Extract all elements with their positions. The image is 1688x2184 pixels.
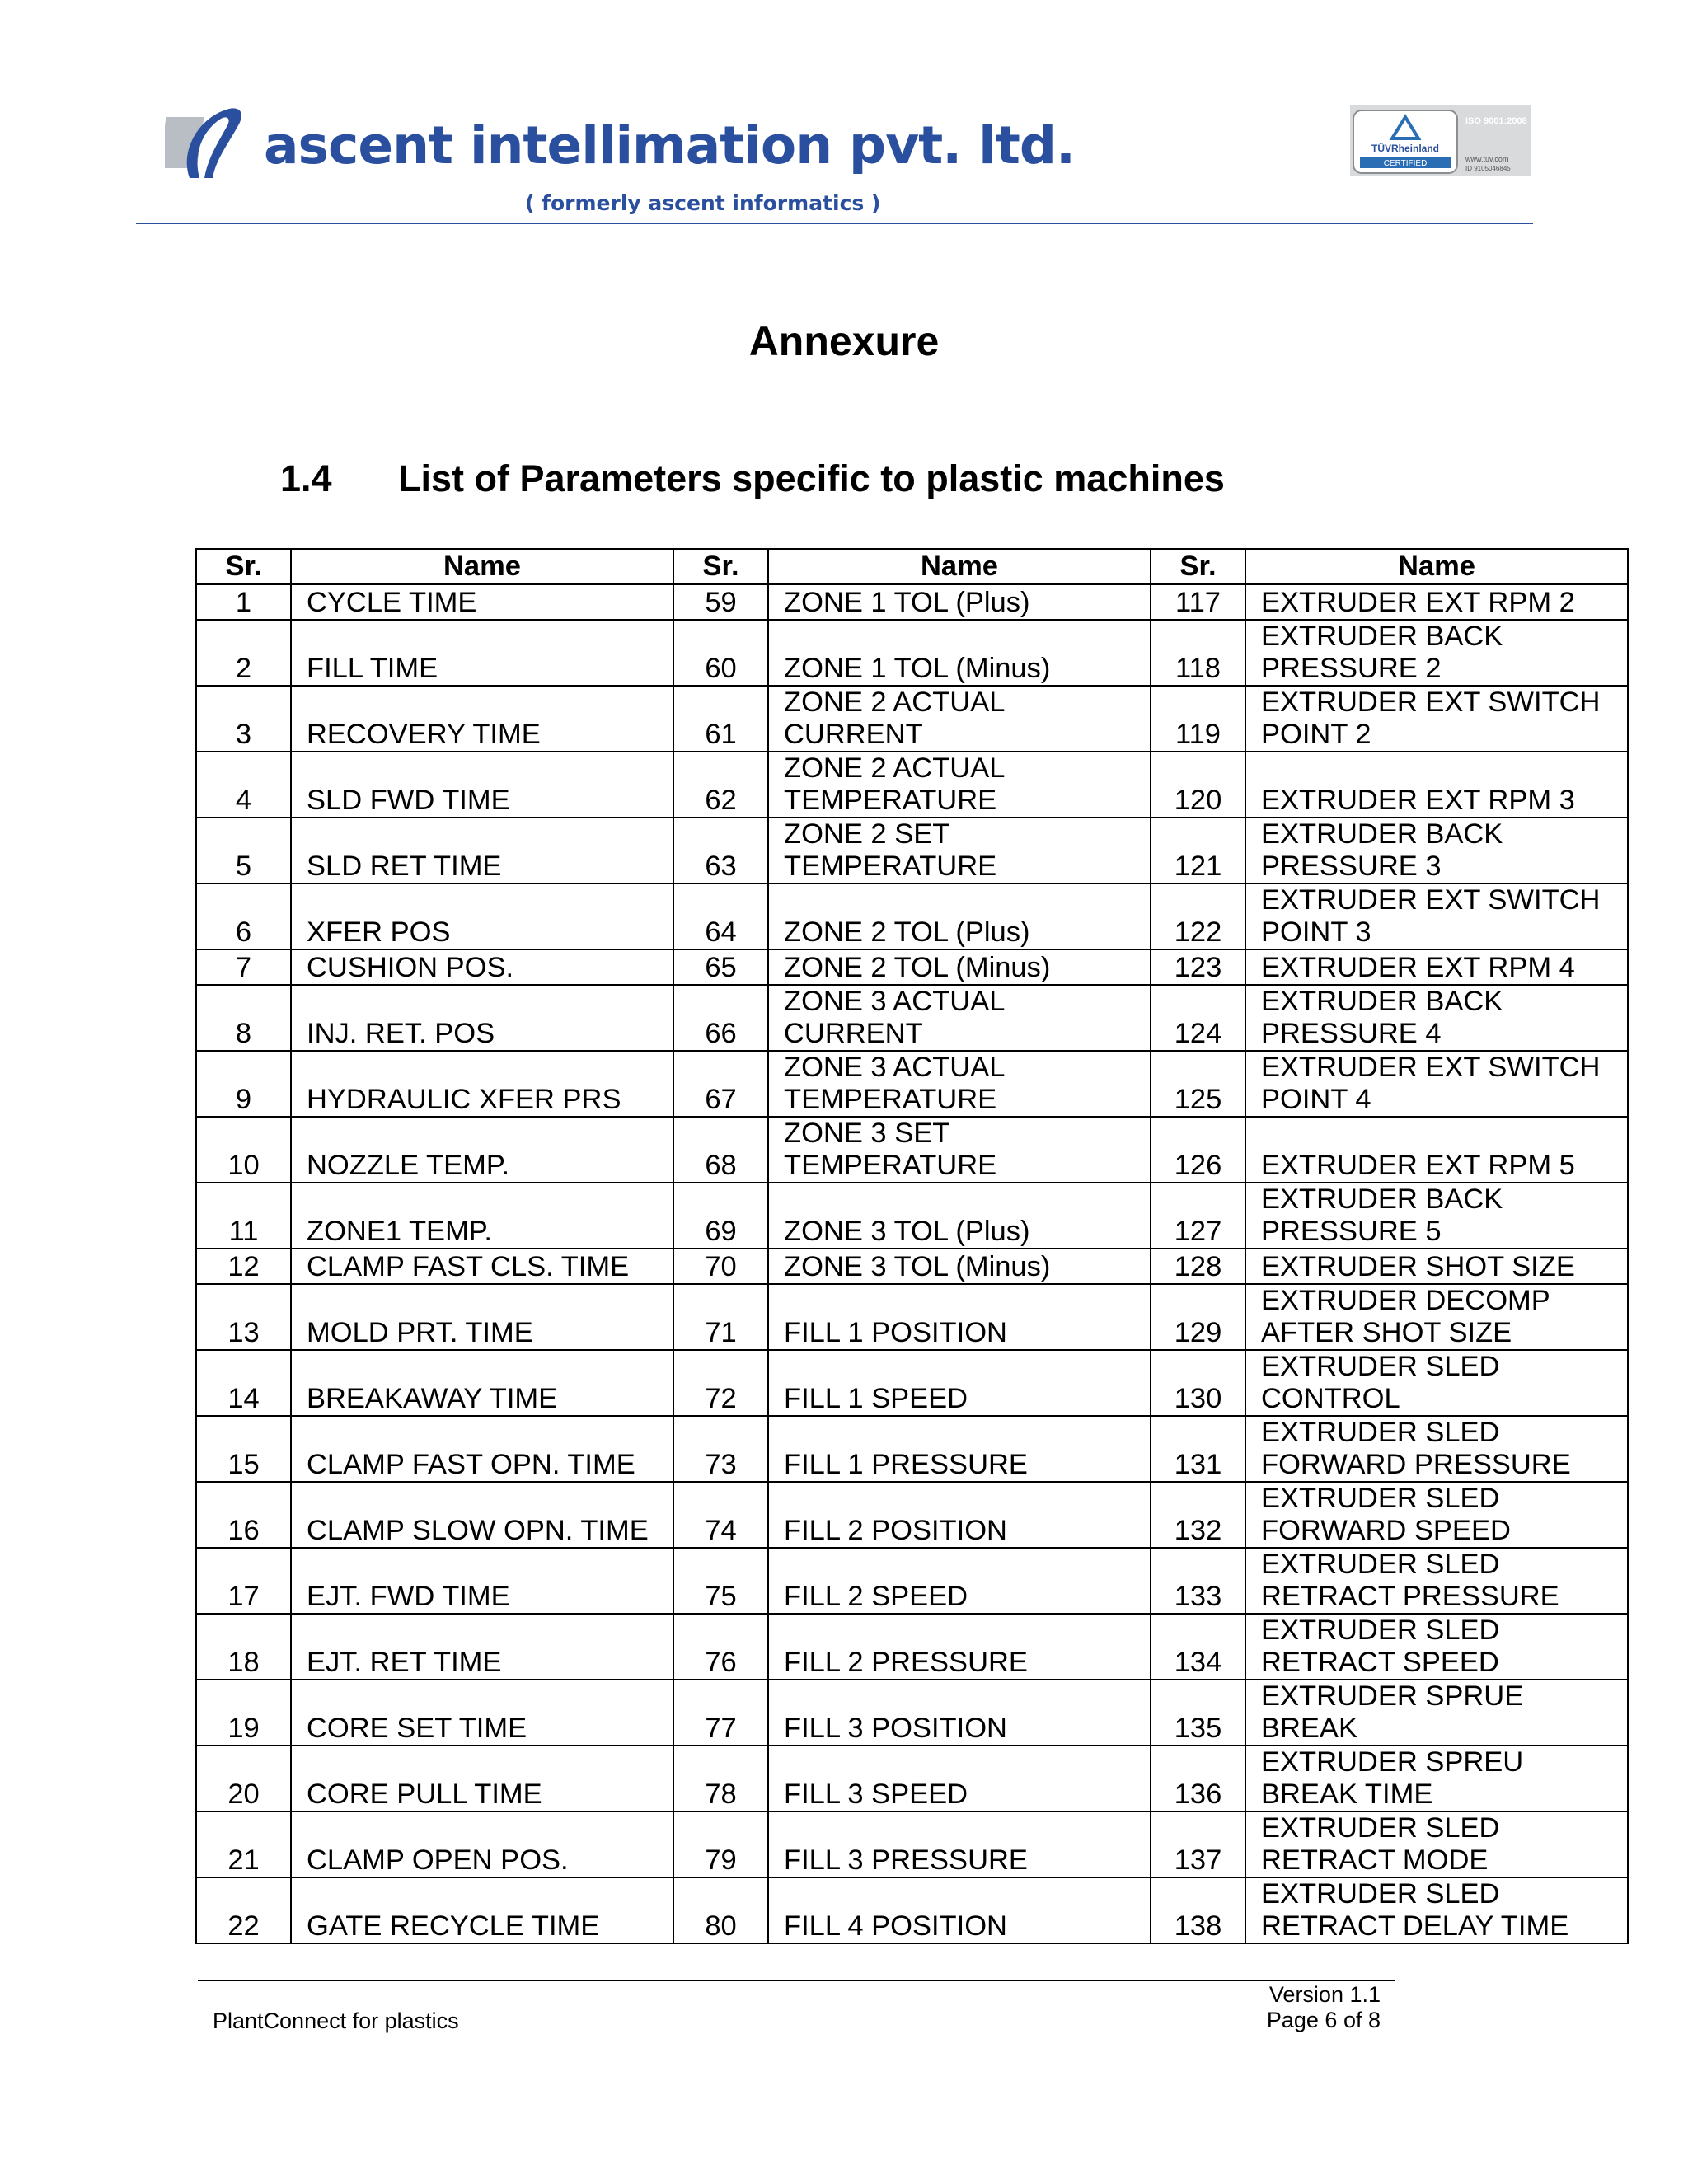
name-cell: FILL 2 PRESSURE bbox=[768, 1614, 1151, 1680]
sr-cell: 11 bbox=[196, 1183, 291, 1249]
name-cell: EXTRUDER EXT SWITCH POINT 4 bbox=[1245, 1051, 1628, 1117]
sr-cell: 9 bbox=[196, 1051, 291, 1117]
sr-cell: 65 bbox=[673, 949, 768, 985]
name-cell: EXTRUDER EXT RPM 2 bbox=[1245, 584, 1628, 620]
page-title: Annexure bbox=[748, 318, 940, 364]
sr-cell: 6 bbox=[196, 883, 291, 949]
name-cell: CYCLE TIME bbox=[291, 584, 673, 620]
name-cell: EXTRUDER EXT RPM 4 bbox=[1245, 949, 1628, 985]
name-cell: EXTRUDER SLED RETRACT SPEED bbox=[1245, 1614, 1628, 1680]
table-row bbox=[196, 1614, 1628, 1680]
sr-cell: 75 bbox=[673, 1548, 768, 1614]
cert-iso: ISO 9001:2008 bbox=[1465, 116, 1527, 126]
sr-cell: 18 bbox=[196, 1614, 291, 1680]
name-cell: CLAMP FAST OPN. TIME bbox=[291, 1416, 673, 1482]
name-cell: ZONE 2 TOL (Plus) bbox=[768, 883, 1151, 949]
name-cell: INJ. RET. POS bbox=[291, 985, 673, 1051]
footer-divider bbox=[198, 1980, 1395, 1981]
table-row bbox=[196, 1548, 1628, 1614]
column-header-name: Name bbox=[768, 549, 1151, 584]
sr-cell: 134 bbox=[1151, 1614, 1245, 1680]
name-cell: EXTRUDER SPREU BREAK TIME bbox=[1245, 1746, 1628, 1811]
sr-cell: 66 bbox=[673, 985, 768, 1051]
table-row bbox=[196, 985, 1628, 1051]
sr-cell: 17 bbox=[196, 1548, 291, 1614]
table-row bbox=[196, 883, 1628, 949]
sr-cell: 126 bbox=[1151, 1117, 1245, 1183]
parameters-table bbox=[195, 548, 1629, 1944]
table-row bbox=[196, 584, 1628, 620]
name-cell: CLAMP SLOW OPN. TIME bbox=[291, 1482, 673, 1548]
table-row bbox=[196, 1746, 1628, 1811]
name-cell: FILL 3 POSITION bbox=[768, 1680, 1151, 1746]
name-cell: SLD RET TIME bbox=[291, 818, 673, 883]
table-row bbox=[196, 686, 1628, 752]
sr-cell: 117 bbox=[1151, 584, 1245, 620]
sr-cell: 14 bbox=[196, 1350, 291, 1416]
table-row bbox=[196, 752, 1628, 818]
name-cell: EXTRUDER EXT SWITCH POINT 3 bbox=[1245, 883, 1628, 949]
sr-cell: 13 bbox=[196, 1284, 291, 1350]
sr-cell: 16 bbox=[196, 1482, 291, 1548]
sr-cell: 5 bbox=[196, 818, 291, 883]
sr-cell: 130 bbox=[1151, 1350, 1245, 1416]
sr-cell: 135 bbox=[1151, 1680, 1245, 1746]
table-row bbox=[196, 1249, 1628, 1284]
footer-page-number: Page 6 of 8 bbox=[1266, 2008, 1381, 2032]
name-cell: EXTRUDER SPRUE BREAK bbox=[1245, 1680, 1628, 1746]
name-cell: EXTRUDER DECOMP AFTER SHOT SIZE bbox=[1245, 1284, 1628, 1350]
name-cell: FILL 1 POSITION bbox=[768, 1284, 1151, 1350]
name-cell: EXTRUDER SLED CONTROL bbox=[1245, 1350, 1628, 1416]
sr-cell: 3 bbox=[196, 686, 291, 752]
name-cell: NOZZLE TEMP. bbox=[291, 1117, 673, 1183]
name-cell: FILL 4 POSITION bbox=[768, 1877, 1151, 1943]
table-row bbox=[196, 1877, 1628, 1943]
name-cell: XFER POS bbox=[291, 883, 673, 949]
name-cell: ZONE 1 TOL (Plus) bbox=[768, 584, 1151, 620]
sr-cell: 71 bbox=[673, 1284, 768, 1350]
name-cell: EXTRUDER EXT SWITCH POINT 2 bbox=[1245, 686, 1628, 752]
name-cell: EXTRUDER SLED RETRACT DELAY TIME bbox=[1245, 1877, 1628, 1943]
name-cell: ZONE 3 ACTUAL TEMPERATURE bbox=[768, 1051, 1151, 1117]
name-cell: EJT. FWD TIME bbox=[291, 1548, 673, 1614]
sr-cell: 15 bbox=[196, 1416, 291, 1482]
name-cell: ZONE 1 TOL (Minus) bbox=[768, 620, 1151, 686]
sr-cell: 1 bbox=[196, 584, 291, 620]
sr-cell: 120 bbox=[1151, 752, 1245, 818]
name-cell: FILL 1 SPEED bbox=[768, 1350, 1151, 1416]
sr-cell: 10 bbox=[196, 1117, 291, 1183]
name-cell: EXTRUDER BACK PRESSURE 2 bbox=[1245, 620, 1628, 686]
sr-cell: 131 bbox=[1151, 1416, 1245, 1482]
section-title: List of Parameters specific to plastic machines bbox=[398, 457, 1225, 499]
sr-cell: 127 bbox=[1151, 1183, 1245, 1249]
name-cell: EXTRUDER SLED RETRACT MODE bbox=[1245, 1811, 1628, 1877]
cert-id: ID 9105046845 bbox=[1465, 165, 1511, 172]
name-cell: CORE PULL TIME bbox=[291, 1746, 673, 1811]
name-cell: FILL 1 PRESSURE bbox=[768, 1416, 1151, 1482]
table-header-row bbox=[196, 549, 1628, 584]
sr-cell: 7 bbox=[196, 949, 291, 985]
sr-cell: 73 bbox=[673, 1416, 768, 1482]
section-heading bbox=[280, 457, 1225, 500]
sr-cell: 76 bbox=[673, 1614, 768, 1680]
sr-cell: 69 bbox=[673, 1183, 768, 1249]
name-cell: ZONE 3 TOL (Minus) bbox=[768, 1249, 1151, 1284]
column-header-name: Name bbox=[1245, 549, 1628, 584]
table-row bbox=[196, 1183, 1628, 1249]
name-cell: ZONE 2 SET TEMPERATURE bbox=[768, 818, 1151, 883]
sr-cell: 62 bbox=[673, 752, 768, 818]
sr-cell: 74 bbox=[673, 1482, 768, 1548]
name-cell: CLAMP OPEN POS. bbox=[291, 1811, 673, 1877]
table-row bbox=[196, 1284, 1628, 1350]
sr-cell: 4 bbox=[196, 752, 291, 818]
table-row bbox=[196, 1482, 1628, 1548]
name-cell: ZONE 3 ACTUAL CURRENT bbox=[768, 985, 1151, 1051]
cert-url: www.tuv.com bbox=[1465, 155, 1509, 163]
cert-brand: TÜVRheinland bbox=[1371, 143, 1440, 154]
table-row bbox=[196, 818, 1628, 883]
name-cell: ZONE 2 ACTUAL CURRENT bbox=[768, 686, 1151, 752]
table-row bbox=[196, 949, 1628, 985]
sr-cell: 19 bbox=[196, 1680, 291, 1746]
section-number: 1.4 bbox=[280, 457, 332, 499]
name-cell: ZONE 3 SET TEMPERATURE bbox=[768, 1117, 1151, 1183]
name-cell: FILL 2 POSITION bbox=[768, 1482, 1151, 1548]
company-logo-icon bbox=[165, 102, 247, 185]
column-header-name: Name bbox=[291, 549, 673, 584]
name-cell: RECOVERY TIME bbox=[291, 686, 673, 752]
sr-cell: 119 bbox=[1151, 686, 1245, 752]
sr-cell: 118 bbox=[1151, 620, 1245, 686]
name-cell: ZONE1 TEMP. bbox=[291, 1183, 673, 1249]
sr-cell: 129 bbox=[1151, 1284, 1245, 1350]
name-cell: EXTRUDER EXT RPM 3 bbox=[1245, 752, 1628, 818]
header-divider bbox=[136, 223, 1533, 224]
sr-cell: 138 bbox=[1151, 1877, 1245, 1943]
sr-cell: 79 bbox=[673, 1811, 768, 1877]
column-header-sr: Sr. bbox=[196, 549, 291, 584]
sr-cell: 22 bbox=[196, 1877, 291, 1943]
name-cell: CUSHION POS. bbox=[291, 949, 673, 985]
sr-cell: 121 bbox=[1151, 818, 1245, 883]
name-cell: MOLD PRT. TIME bbox=[291, 1284, 673, 1350]
name-cell: ZONE 3 TOL (Plus) bbox=[768, 1183, 1151, 1249]
name-cell: EXTRUDER SHOT SIZE bbox=[1245, 1249, 1628, 1284]
sr-cell: 12 bbox=[196, 1249, 291, 1284]
sr-cell: 78 bbox=[673, 1746, 768, 1811]
name-cell: EXTRUDER EXT RPM 5 bbox=[1245, 1117, 1628, 1183]
sr-cell: 72 bbox=[673, 1350, 768, 1416]
sr-cell: 20 bbox=[196, 1746, 291, 1811]
name-cell: EXTRUDER SLED RETRACT PRESSURE bbox=[1245, 1548, 1628, 1614]
name-cell: FILL 2 SPEED bbox=[768, 1548, 1151, 1614]
sr-cell: 124 bbox=[1151, 985, 1245, 1051]
sr-cell: 128 bbox=[1151, 1249, 1245, 1284]
sr-cell: 136 bbox=[1151, 1746, 1245, 1811]
table-row bbox=[196, 1416, 1628, 1482]
tuv-certification-badge bbox=[1350, 105, 1531, 176]
sr-cell: 123 bbox=[1151, 949, 1245, 985]
sr-cell: 67 bbox=[673, 1051, 768, 1117]
name-cell: FILL TIME bbox=[291, 620, 673, 686]
name-cell: CORE SET TIME bbox=[291, 1680, 673, 1746]
name-cell: ZONE 2 ACTUAL TEMPERATURE bbox=[768, 752, 1151, 818]
name-cell: GATE RECYCLE TIME bbox=[291, 1877, 673, 1943]
name-cell: EXTRUDER SLED FORWARD SPEED bbox=[1245, 1482, 1628, 1548]
cert-label: CERTIFIED bbox=[1383, 159, 1428, 168]
sr-cell: 60 bbox=[673, 620, 768, 686]
table-row bbox=[196, 620, 1628, 686]
sr-cell: 137 bbox=[1151, 1811, 1245, 1877]
sr-cell: 64 bbox=[673, 883, 768, 949]
sr-cell: 21 bbox=[196, 1811, 291, 1877]
name-cell: FILL 3 PRESSURE bbox=[768, 1811, 1151, 1877]
name-cell: EXTRUDER BACK PRESSURE 4 bbox=[1245, 985, 1628, 1051]
company-former-name: ( formerly ascent informatics ) bbox=[525, 191, 881, 215]
name-cell: BREAKAWAY TIME bbox=[291, 1350, 673, 1416]
name-cell: EXTRUDER BACK PRESSURE 5 bbox=[1245, 1183, 1628, 1249]
sr-cell: 122 bbox=[1151, 883, 1245, 949]
name-cell: FILL 3 SPEED bbox=[768, 1746, 1151, 1811]
company-name: ascent intellimation pvt. ltd. bbox=[264, 115, 1075, 176]
column-header-sr: Sr. bbox=[673, 549, 768, 584]
footer-product: PlantConnect for plastics bbox=[213, 2008, 459, 2033]
table-row bbox=[196, 1051, 1628, 1117]
name-cell: EXTRUDER SLED FORWARD PRESSURE bbox=[1245, 1416, 1628, 1482]
name-cell: CLAMP FAST CLS. TIME bbox=[291, 1249, 673, 1284]
sr-cell: 132 bbox=[1151, 1482, 1245, 1548]
table-row bbox=[196, 1117, 1628, 1183]
table-row bbox=[196, 1350, 1628, 1416]
sr-cell: 63 bbox=[673, 818, 768, 883]
name-cell: EXTRUDER BACK PRESSURE 3 bbox=[1245, 818, 1628, 883]
sr-cell: 133 bbox=[1151, 1548, 1245, 1614]
column-header-sr: Sr. bbox=[1151, 549, 1245, 584]
table-row bbox=[196, 1680, 1628, 1746]
sr-cell: 59 bbox=[673, 584, 768, 620]
sr-cell: 80 bbox=[673, 1877, 768, 1943]
table-row bbox=[196, 1811, 1628, 1877]
footer-version: Version 1.1 bbox=[1268, 1982, 1381, 2007]
sr-cell: 61 bbox=[673, 686, 768, 752]
sr-cell: 68 bbox=[673, 1117, 768, 1183]
footer-info bbox=[1267, 1982, 1381, 2033]
sr-cell: 8 bbox=[196, 985, 291, 1051]
name-cell: ZONE 2 TOL (Minus) bbox=[768, 949, 1151, 985]
name-cell: HYDRAULIC XFER PRS bbox=[291, 1051, 673, 1117]
name-cell: SLD FWD TIME bbox=[291, 752, 673, 818]
sr-cell: 2 bbox=[196, 620, 291, 686]
sr-cell: 70 bbox=[673, 1249, 768, 1284]
sr-cell: 125 bbox=[1151, 1051, 1245, 1117]
name-cell: EJT. RET TIME bbox=[291, 1614, 673, 1680]
sr-cell: 77 bbox=[673, 1680, 768, 1746]
